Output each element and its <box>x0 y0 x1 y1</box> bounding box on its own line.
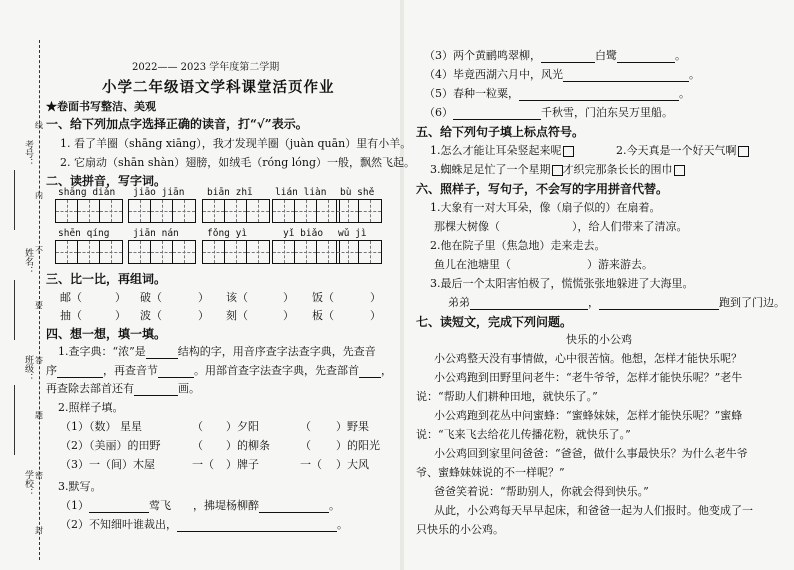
answer-blank[interactable] <box>359 366 381 378</box>
compare-item: 破（ <box>140 291 162 304</box>
pinyin-label: wǔ jì <box>338 228 367 239</box>
imitate-sentence-1: 1.大象有一对大耳朵，像（扇子似的）在扇着。 <box>430 201 661 214</box>
story-line: 小公鸡回到家里问爸爸：“爸爸，做什么事最快乐？为什么老牛爷 <box>434 447 748 460</box>
writing-grid[interactable] <box>272 199 340 223</box>
story-line: 小公鸡整天没有事情做，心中很苦恼。他想，怎样才能快乐呢？ <box>434 352 742 365</box>
punctuation-box[interactable] <box>552 165 563 176</box>
answer-blank[interactable] <box>563 70 689 82</box>
pinyin-label: biān zhī <box>207 187 253 198</box>
writing-grid[interactable] <box>128 240 196 264</box>
fold-char: 答 <box>35 356 43 365</box>
fold-char: 不 <box>35 246 43 255</box>
pinyin-label: bù shě <box>340 187 375 198</box>
section-4-heading: 四、想一想，填一填。 <box>46 327 167 341</box>
punctuation-q3: 3.蜘蛛足足忙了一个星期 才织完那条长长的围巾 <box>430 161 685 177</box>
fold-char: 封 <box>35 526 43 535</box>
compare-item: ） <box>115 291 126 304</box>
imitate-heading: 2.照样子填。 <box>58 401 124 414</box>
section-2-heading: 二、读拼音，写字词。 <box>46 174 167 188</box>
right-page <box>404 0 794 570</box>
story-line: 小公鸡跑到田野里问老牛：“老牛爷爷，怎样才能快乐呢？”老牛 <box>434 371 743 384</box>
imitate-sentence-3: 3.最后一个太阳害怕极了，慌慌张张地躲进了大海里。 <box>430 277 694 290</box>
punctuation-box[interactable] <box>563 146 574 157</box>
poem-line-4: （4）毕竟西湖六月中，风光 。 <box>424 68 700 81</box>
page-title: 小学二年级语文学科课堂活页作业 <box>102 79 335 96</box>
imitate-blank-open: （ <box>300 420 311 433</box>
imitate-answer-2: 鱼儿在池塘里（ ）游来游去。 <box>434 258 653 271</box>
poem-line-6: （6） 千秋雪，门泊东吴万里船。 <box>424 106 673 119</box>
compare-item: 该（ <box>226 291 248 304</box>
section-7-heading: 七、读短文，完成下列问题。 <box>416 315 573 329</box>
compare-item: 饭（ <box>312 291 334 304</box>
answer-blank[interactable] <box>146 347 178 359</box>
compare-item: 抽（ <box>60 309 82 322</box>
imitate-blank-open: （ <box>192 420 203 433</box>
imitate-answer-3: 弟弟 ， 跑到了门边。 <box>448 296 785 309</box>
compare-item: ） <box>198 291 209 304</box>
writing-grid[interactable] <box>336 240 382 264</box>
compare-item: ） <box>283 291 294 304</box>
dictionary-question-line3: 再查除去部首还有 画。 <box>46 382 200 395</box>
s1-question-2: 2. 它扇动（shān shàn）翅膀，如绒毛（róng lóng）一般，飘然飞起。 <box>60 156 416 169</box>
answer-blank[interactable] <box>158 366 194 378</box>
imitate-item: ）的阳光 <box>336 439 380 452</box>
poem-line-5: （5）春种一粒粟， 。 <box>424 87 690 100</box>
story-title: 快乐的小公鸡 <box>566 333 632 346</box>
answer-blank[interactable] <box>519 89 679 101</box>
punctuation-box[interactable] <box>674 165 685 176</box>
section-6-heading: 六、照样子，写句子，不会写的字用拼音代替。 <box>416 182 669 196</box>
imitate-sentence-2: 2.他在院子里（焦急地）走来走去。 <box>430 239 606 252</box>
imitate-item: ）夕阳 <box>226 420 259 433</box>
story-line: 说：“帮助人们耕种田地，就快乐了。” <box>416 390 598 403</box>
story-line: 小公鸡跑到花丛中问蜜蜂：“蜜蜂妹妹，怎样才能快乐呢？”蜜蜂 <box>434 409 743 422</box>
compare-item: 波（ <box>140 309 162 322</box>
story-line: 只快乐的小公鸡。 <box>416 523 504 536</box>
answer-blank[interactable] <box>599 298 719 310</box>
answer-blank[interactable] <box>617 51 675 63</box>
answer-blank[interactable] <box>453 108 541 120</box>
compare-item: ） <box>115 309 126 322</box>
writing-grid[interactable] <box>55 199 123 223</box>
imitate-example: （2）（美丽）的田野 <box>60 439 161 452</box>
compare-item: 邮（ <box>60 291 82 304</box>
s1-question-1: 1. 看了羊圈（shāng xiāng），我才发现羊圈（juàn quān）里有小羊。 <box>60 137 412 150</box>
writing-grid[interactable] <box>336 199 382 223</box>
pinyin-label: jiān nán <box>133 228 179 239</box>
school-year: 2022—— 2023 学年度第二学期 <box>132 62 280 73</box>
story-line: 从此，小公鸡每天早早起床，和爸爸一起为人们报时。他变成了一 <box>434 504 753 517</box>
compare-item: 板（ <box>312 309 334 322</box>
writing-grid[interactable] <box>128 199 196 223</box>
pinyin-label: yǐ biǎo <box>283 228 324 239</box>
imitate-item: ）野果 <box>336 420 369 433</box>
dictation-heading: 3.默写。 <box>58 480 102 493</box>
section-5-heading: 五、给下列句子填上标点符号。 <box>416 125 585 139</box>
imitate-item: ）的柳条 <box>226 439 270 452</box>
punctuation-q2: 2.今天真是一个好天气啊 <box>616 142 749 158</box>
school-label: 学校： <box>23 470 33 497</box>
imitate-blank-open: （ <box>300 439 311 452</box>
section-1-heading: 一、给下列加点字选择正确的读音，打“√”表示。 <box>46 117 308 131</box>
imitate-blank-open: （ <box>192 439 203 452</box>
answer-blank[interactable] <box>57 366 103 378</box>
poem-line-3: （3）两个黄鹂鸣翠柳， 白鹭 。 <box>424 49 686 62</box>
dictation-line-1: （1） 莺飞 ，拂堤杨柳醉 。 <box>60 499 340 512</box>
compare-item: ） <box>370 291 381 304</box>
dictionary-question-line2: 序 ，再查音节 。用部首查字法查字典，先查部首 ， <box>46 364 392 377</box>
dictation-line-2: （2）不知细叶谁裁出， 。 <box>60 518 348 531</box>
name-label: 姓名： <box>23 248 33 275</box>
answer-blank[interactable] <box>259 501 329 513</box>
pinyin-label: shēn qíng <box>58 228 110 239</box>
compare-item: ） <box>198 309 209 322</box>
imitate-answer-1: 那棵大树像（ ），给人们带来了清凉。 <box>434 220 688 233</box>
answer-blank[interactable] <box>541 51 595 63</box>
imitate-blank-open: 一（ <box>192 458 214 471</box>
story-line: 爷、蜜蜂妹妹说的不一样呢？” <box>416 466 565 479</box>
class-label: 班级： <box>23 355 33 382</box>
pinyin-label: shāng diàn <box>58 187 116 198</box>
pinyin-label: lián liàn <box>275 187 327 198</box>
story-line: 爸爸笑着说：“帮助别人，你就会得到快乐。” <box>434 485 649 498</box>
writing-grid[interactable] <box>272 240 340 264</box>
fold-char: 内 <box>35 191 43 200</box>
answer-blank[interactable] <box>177 520 337 532</box>
imitate-blank-open: 一（ <box>300 458 322 471</box>
punctuation-q1: 1.怎么才能让耳朵竖起来呢 <box>430 142 574 158</box>
compare-item: ） <box>283 309 294 322</box>
punctuation-box[interactable] <box>738 146 749 157</box>
answer-blank[interactable] <box>470 298 588 310</box>
pinyin-label: jiāo jiān <box>133 187 185 198</box>
imitate-item: ）牌子 <box>226 458 259 471</box>
compare-item: ） <box>370 309 381 322</box>
exam-number-label: 考号： <box>23 140 33 167</box>
writing-grid[interactable] <box>202 199 270 223</box>
answer-blank[interactable] <box>134 384 178 396</box>
writing-grid[interactable] <box>55 240 123 264</box>
neatness-note: ★卷面书写整洁、美观 <box>46 100 156 113</box>
fold-char: 题 <box>35 411 43 420</box>
fold-char: 要 <box>35 301 43 310</box>
pinyin-label: fǒng yì <box>207 228 248 239</box>
dictionary-question: 1.查字典：“浓”是 结构的字，用音序查字法查字典，先查音 <box>58 345 376 358</box>
fold-char: 线 <box>35 121 43 130</box>
imitate-example: （3）一（间）木屋 <box>60 458 155 471</box>
answer-blank[interactable] <box>89 501 149 513</box>
imitate-example: （1）（数） 星星 <box>60 420 142 433</box>
writing-grid[interactable] <box>202 240 270 264</box>
imitate-item: ）大风 <box>336 458 369 471</box>
story-line: 说：“飞来飞去给花儿传播花粉，就快乐了。” <box>416 428 631 441</box>
section-3-heading: 三、比一比，再组词。 <box>46 272 167 286</box>
fold-char: 密 <box>35 471 43 480</box>
compare-item: 刻（ <box>226 309 248 322</box>
